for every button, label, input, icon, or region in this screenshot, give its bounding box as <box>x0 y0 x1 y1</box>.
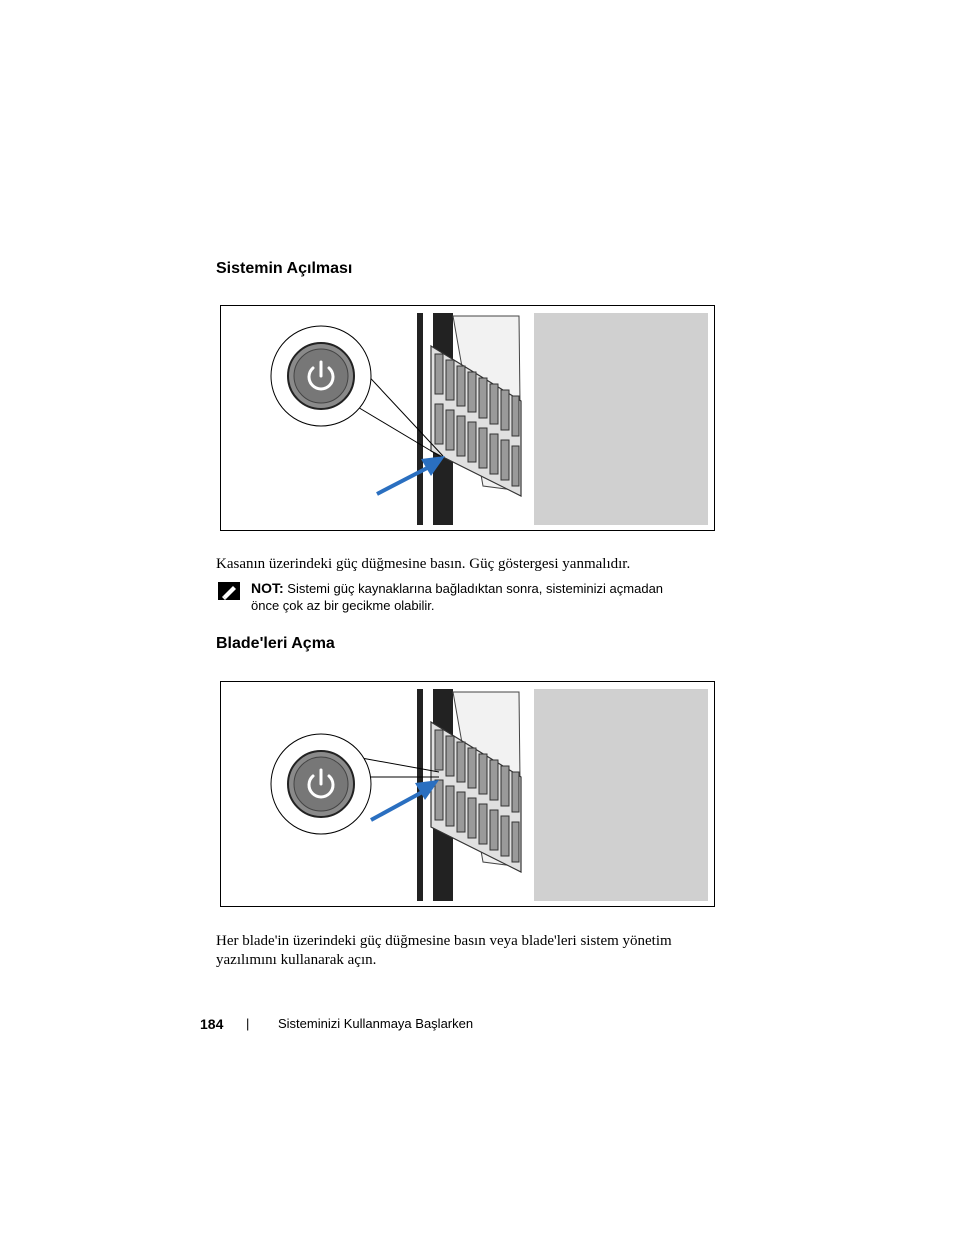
section-heading-power-on-blades: Blade'leri Açma <box>216 635 335 652</box>
note-label: NOT: <box>251 580 284 596</box>
note-text-line2: önce çok az bir gecikme olabilir. <box>251 598 435 613</box>
figure-blade-power-button <box>220 681 715 907</box>
instruction-press-blade-power <box>216 932 716 970</box>
callout-blade-power-button <box>271 734 439 834</box>
rack-rail-left <box>417 313 423 525</box>
figure-chassis-power-button <box>220 305 715 531</box>
blue-arrow-icon <box>371 780 439 820</box>
note-text-line1: Sistemi güç kaynaklarına bağladıktan sonra, sisteminizi açmadan <box>283 581 664 596</box>
footer-separator: | <box>246 1016 250 1031</box>
instruction-line1: Her blade'in üzerindeki güç düğmesine basın veya blade'leri sistem yönetim <box>216 933 672 949</box>
pencil-note-icon <box>218 582 240 600</box>
rack-side-panel <box>534 689 708 901</box>
section-heading-power-on-system: Sistemin Açılması <box>216 260 353 277</box>
instruction-press-chassis-power: Kasanın üzerindeki güç düğmesine basın. Güç göstergesi yanmalıdır. <box>216 556 631 572</box>
note-text <box>251 580 711 614</box>
page-number: 184 <box>200 1016 224 1032</box>
rack-side-panel <box>534 313 708 525</box>
instruction-line2: yazılımını kullanarak açın. <box>216 952 377 968</box>
chapter-title: Sisteminizi Kullanmaya Başlarken <box>278 1016 474 1031</box>
